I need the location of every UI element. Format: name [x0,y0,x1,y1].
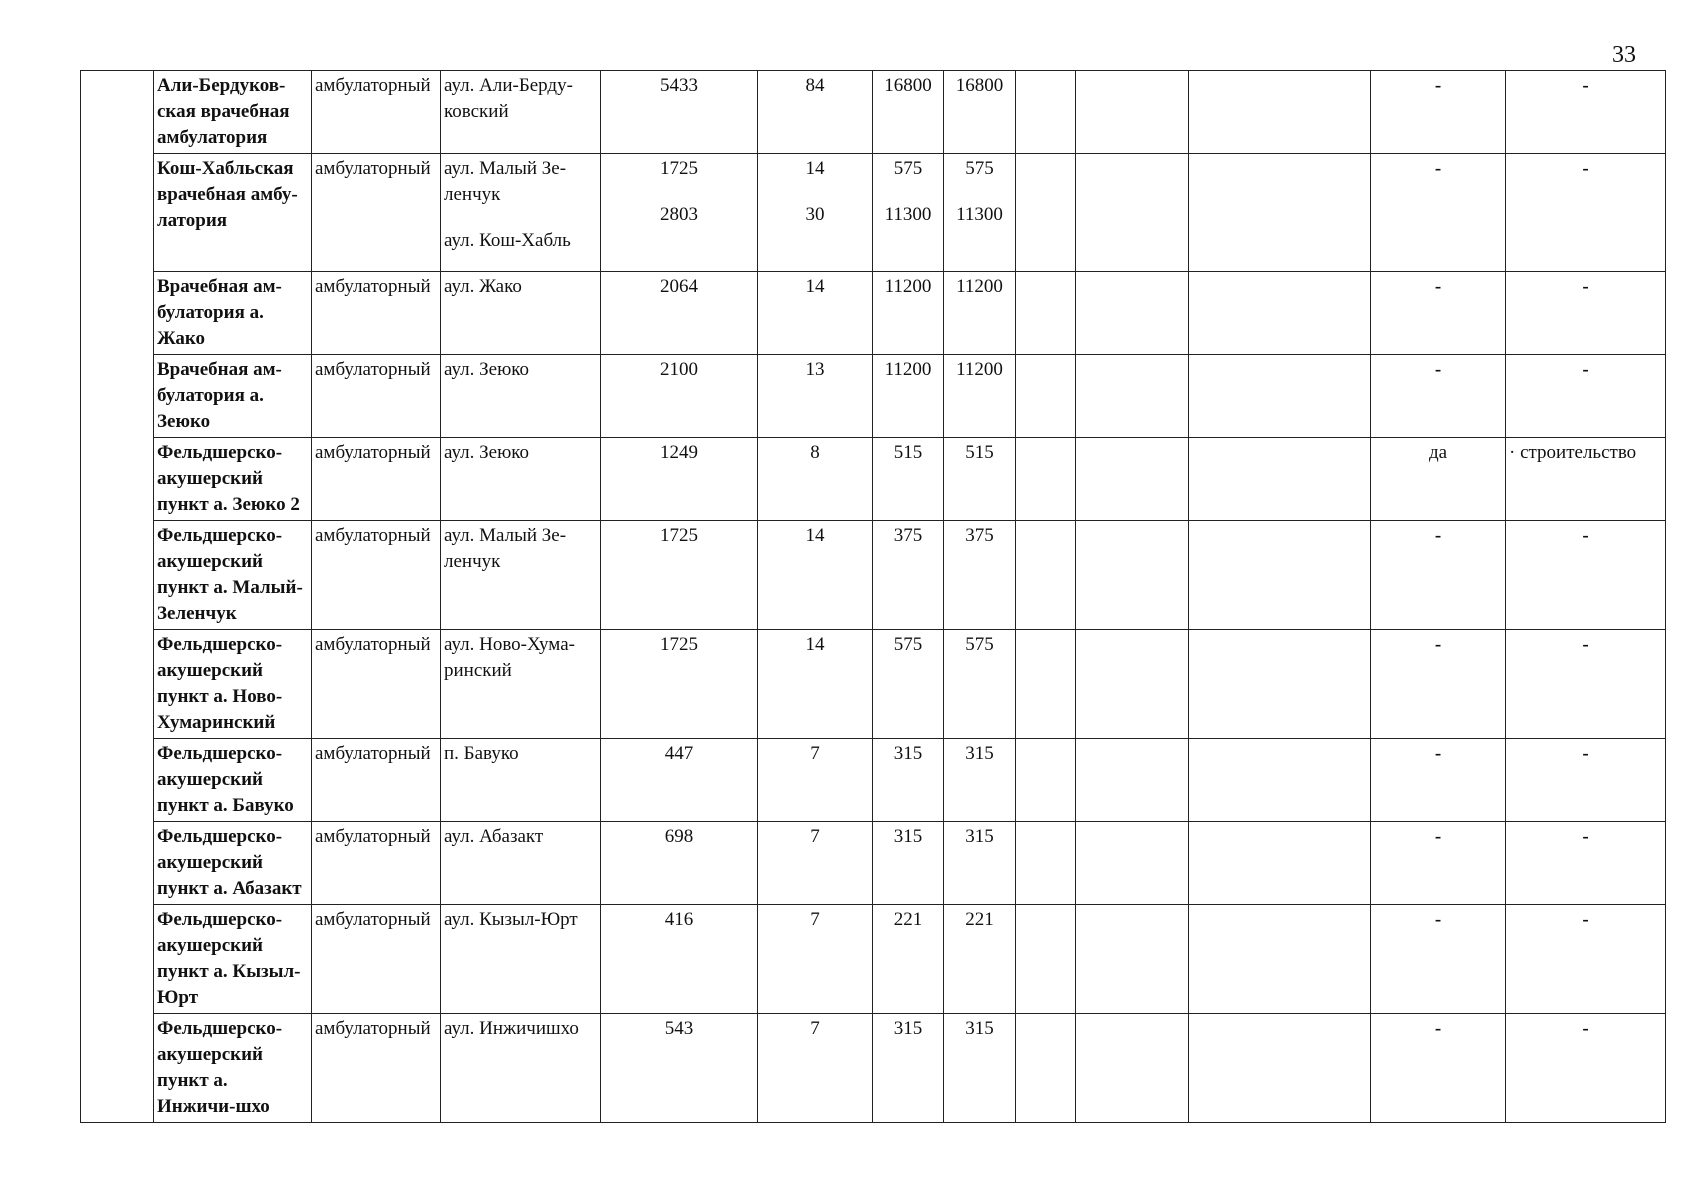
area-actual-value: 221 [965,909,994,930]
capacity-cell [758,272,873,355]
line-gap [876,182,940,202]
settlement-name: аул. Абазакт [444,826,544,847]
population-value: 1249 [660,442,698,463]
settlement-name: аул. Кош-Хабль [444,230,571,251]
action-cell: - [1506,630,1666,739]
empty-cell [1189,272,1371,355]
capacity-value: 13 [805,359,825,380]
settlement-name: аул. Малый Зе-ленчук [444,525,567,572]
settlements-cell [441,822,601,905]
capacity-cell [758,822,873,905]
facility-type: амбулаторный [312,272,441,355]
table-row [81,630,1666,739]
area-norm-value: 575 [893,158,923,179]
settlement-name: аул. Зеюко [444,442,530,463]
empty-cell [1016,71,1076,154]
settlement-name: аул. Кызыл-Юрт [444,909,578,930]
area-norm-value: 221 [893,909,923,930]
population-cell [601,71,758,154]
capacity-cell [758,1014,873,1123]
area-actual-cell [944,822,1016,905]
settlements-cell [441,739,601,822]
reconstruction-cell: - [1371,355,1506,438]
facility-name: Кош-Хабльская врачебная амбу-латория [154,154,312,272]
empty-cell [1189,905,1371,1014]
action-cell: - [1506,822,1666,905]
population-cell [601,739,758,822]
area-actual-cell [944,71,1016,154]
empty-cell [1189,438,1371,521]
area-norm-value: 515 [893,442,923,463]
empty-cell [1189,822,1371,905]
row-margin-cell [81,272,154,355]
capacity-value: 14 [805,634,825,655]
action-cell: - [1506,355,1666,438]
area-actual-cell [944,438,1016,521]
row-margin-cell [81,438,154,521]
table-row [81,905,1666,1014]
action-cell: - [1506,272,1666,355]
area-actual-cell [944,1014,1016,1123]
empty-cell [1076,71,1189,154]
area-actual-value: 575 [965,634,994,655]
empty-cell [1076,521,1189,630]
empty-cell [1016,1014,1076,1123]
settlement-name: аул. Малый Зе-ленчук [444,158,567,205]
row-margin-cell [81,521,154,630]
empty-cell [1076,154,1189,272]
area-actual-cell [944,521,1016,630]
empty-cell [1076,272,1189,355]
line-gap [604,182,754,202]
action-cell: - [1506,71,1666,154]
area-norm-cell [873,521,944,630]
capacity-cell [758,438,873,521]
facility-name: Фельдшерско-акушерский пункт а. Ново-Хумаринский [154,630,312,739]
facility-type: амбулаторный [312,154,441,272]
population-cell [601,822,758,905]
area-actual-value: 16800 [955,75,1004,96]
page-number: 33 [1612,42,1636,68]
reconstruction-cell: да [1371,438,1506,521]
facility-name: Фельдшерско-акушерский пункт а. Малый-Зеленчук [154,521,312,630]
facility-name: Фельдшерско-акушерский пункт а. Кызыл-Юрт [154,905,312,1014]
area-norm-cell [873,154,944,272]
row-margin-cell [81,355,154,438]
area-norm-cell [873,1014,944,1123]
area-actual-value: 11300 [956,204,1003,225]
empty-cell [1016,630,1076,739]
settlements-cell [441,71,601,154]
area-norm-value: 575 [893,634,923,655]
empty-cell [1016,355,1076,438]
facility-name: Фельдшерско-акушерский пункт а. Инжичи-шхо [154,1014,312,1123]
row-margin-cell [81,630,154,739]
capacity-cell [758,905,873,1014]
action-cell: - [1506,154,1666,272]
area-actual-cell [944,355,1016,438]
settlements-cell [441,1014,601,1123]
empty-cell [1189,521,1371,630]
table-row [81,272,1666,355]
area-norm-cell [873,71,944,154]
area-norm-value: 315 [893,743,923,764]
capacity-value: 7 [810,909,820,930]
facility-type: амбулаторный [312,71,441,154]
capacity-cell [758,521,873,630]
settlements-cell [441,355,601,438]
area-actual-value: 315 [965,1018,994,1039]
action-cell: - [1506,1014,1666,1123]
empty-cell [1189,739,1371,822]
empty-cell [1016,822,1076,905]
empty-cell [1189,71,1371,154]
capacity-value: 7 [810,743,820,764]
row-margin-cell [81,905,154,1014]
empty-cell [1189,355,1371,438]
area-actual-cell [944,154,1016,272]
table-row [81,739,1666,822]
facility-type: амбулаторный [312,355,441,438]
population-value: 1725 [660,525,698,546]
population-value: 543 [664,1018,694,1039]
empty-cell [1016,521,1076,630]
population-cell [601,905,758,1014]
area-norm-value: 375 [893,525,923,546]
facility-name: Али-Бердуков-ская врачебная амбулатория [154,71,312,154]
table-row [81,1014,1666,1123]
settlement-name: аул. Инжичишхо [444,1018,579,1039]
area-actual-value: 11200 [956,359,1003,380]
reconstruction-cell: - [1371,521,1506,630]
population-cell [601,630,758,739]
area-actual-cell [944,630,1016,739]
table-row [81,71,1666,154]
reconstruction-cell: - [1371,71,1506,154]
facilities-table [80,70,1666,1123]
population-cell [601,154,758,272]
capacity-cell [758,154,873,272]
population-value: 447 [664,743,694,764]
area-norm-value: 11300 [884,204,932,225]
facility-name: Врачебная ам-булатория а. Зеюко [154,355,312,438]
area-norm-value: 11200 [884,276,932,297]
capacity-value: 8 [810,442,820,463]
population-cell [601,1014,758,1123]
reconstruction-cell: - [1371,905,1506,1014]
empty-cell [1076,355,1189,438]
population-value: 416 [664,909,694,930]
area-norm-cell [873,822,944,905]
facility-type: амбулаторный [312,630,441,739]
capacity-value: 14 [805,276,825,297]
capacity-cell [758,355,873,438]
empty-cell [1076,739,1189,822]
area-norm-value: 315 [893,1018,923,1039]
facility-name: Врачебная ам-булатория а. Жако [154,272,312,355]
settlement-name: аул. Ново-Хума-ринский [444,634,575,681]
capacity-value: 7 [810,1018,820,1039]
empty-cell [1016,739,1076,822]
settlement-name: аул. Жако [444,276,522,297]
facility-name: Фельдшерско-акушерский пункт а. Бавуко [154,739,312,822]
capacity-value: 30 [805,204,825,225]
empty-cell [1016,438,1076,521]
area-norm-value: 16800 [884,75,932,96]
reconstruction-cell: - [1371,630,1506,739]
population-cell [601,521,758,630]
population-cell [601,272,758,355]
empty-cell [1076,905,1189,1014]
row-margin-cell [81,739,154,822]
area-norm-cell [873,630,944,739]
area-norm-cell [873,272,944,355]
capacity-value: 84 [805,75,825,96]
reconstruction-cell: - [1371,154,1506,272]
action-cell: · строительство [1506,438,1666,521]
row-margin-cell [81,71,154,154]
capacity-value: 14 [805,158,825,179]
area-actual-value: 375 [965,525,994,546]
reconstruction-cell: - [1371,272,1506,355]
table-row [81,154,1666,272]
empty-cell [1189,154,1371,272]
empty-cell [1076,822,1189,905]
reconstruction-cell: - [1371,739,1506,822]
area-norm-cell [873,355,944,438]
area-norm-cell [873,905,944,1014]
reconstruction-cell: - [1371,822,1506,905]
action-cell: - [1506,905,1666,1014]
population-value: 1725 [660,634,698,655]
capacity-value: 14 [805,525,825,546]
population-value: 698 [664,826,694,847]
settlements-cell [441,630,601,739]
capacity-cell [758,739,873,822]
area-norm-value: 11200 [884,359,932,380]
population-cell [601,355,758,438]
row-margin-cell [81,822,154,905]
line-gap [947,182,1012,202]
empty-cell [1016,905,1076,1014]
settlements-cell [441,521,601,630]
settlements-cell [441,154,601,272]
action-cell: - [1506,739,1666,822]
action-cell: - [1506,521,1666,630]
facility-type: амбулаторный [312,905,441,1014]
facility-type: амбулаторный [312,438,441,521]
area-actual-value: 575 [965,158,994,179]
facility-type: амбулаторный [312,739,441,822]
row-margin-cell [81,154,154,272]
settlement-name: аул. Али-Берду-ковский [444,75,573,122]
empty-cell [1189,1014,1371,1123]
empty-cell [1076,630,1189,739]
area-norm-cell [873,438,944,521]
empty-cell [1189,630,1371,739]
facility-name: Фельдшерско-акушерский пункт а. Абазакт [154,822,312,905]
row-margin-cell [81,1014,154,1123]
facility-name: Фельдшерско-акушерский пункт а. Зеюко 2 [154,438,312,521]
population-value: 2803 [660,204,698,225]
table-row [81,822,1666,905]
area-actual-value: 515 [965,442,994,463]
settlement-name: аул. Зеюко [444,359,530,380]
table-row [81,521,1666,630]
settlement-name: п. Бавуко [444,743,519,764]
facility-type: амбулаторный [312,822,441,905]
facility-type: амбулаторный [312,521,441,630]
area-actual-cell [944,739,1016,822]
empty-cell [1076,438,1189,521]
table-row [81,355,1666,438]
settlements-cell [441,905,601,1014]
population-value: 1725 [660,158,698,179]
table-row [81,438,1666,521]
area-actual-cell [944,905,1016,1014]
area-actual-value: 11200 [956,276,1003,297]
facility-type: амбулаторный [312,1014,441,1123]
capacity-cell [758,71,873,154]
empty-cell [1016,272,1076,355]
capacity-value: 7 [810,826,820,847]
table-body [81,71,1666,1123]
empty-cell [1016,154,1076,272]
reconstruction-cell: - [1371,1014,1506,1123]
population-cell [601,438,758,521]
line-gap [761,182,869,202]
area-actual-value: 315 [965,826,994,847]
area-actual-cell [944,272,1016,355]
settlements-cell [441,272,601,355]
population-value: 5433 [660,75,698,96]
population-value: 2100 [660,359,698,380]
population-value: 2064 [660,276,698,297]
area-actual-value: 315 [965,743,994,764]
area-norm-value: 315 [893,826,923,847]
area-norm-cell [873,739,944,822]
capacity-cell [758,630,873,739]
settlements-cell [441,438,601,521]
empty-cell [1076,1014,1189,1123]
line-gap [444,208,597,228]
